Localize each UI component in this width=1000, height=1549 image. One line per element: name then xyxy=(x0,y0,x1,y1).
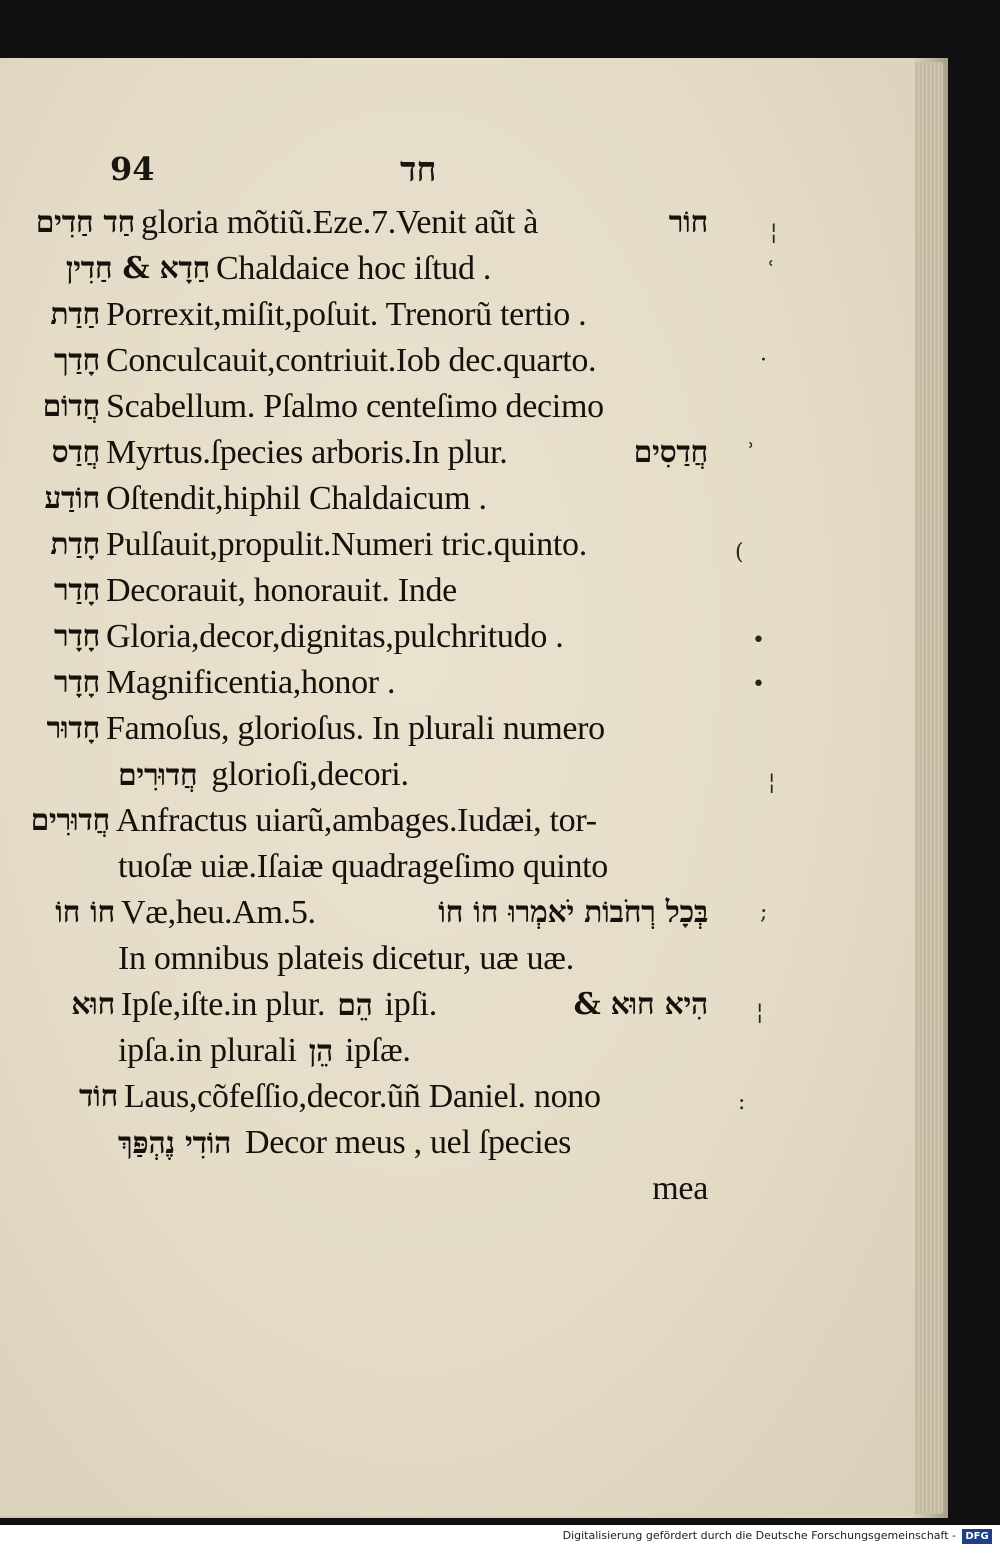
margin-mark: : xyxy=(738,1090,746,1115)
margin-mark: • xyxy=(752,628,765,653)
latin-text: Myrtus.ſpecies arboris.In plur. xyxy=(106,434,508,471)
hebrew-lemma: חוֹ חוֹ xyxy=(55,895,115,930)
latin-text: Magnificentia,honor . xyxy=(106,664,396,701)
line-body xyxy=(106,614,563,660)
line-trail: הִיא חוּא & xyxy=(573,987,708,1022)
margin-marks xyxy=(730,200,790,1200)
hebrew-word: הוֹדִי נֶהְפַּךְ xyxy=(118,1126,232,1161)
latin-text: ipſæ. xyxy=(345,1032,411,1069)
line-trail: חוֹר xyxy=(668,205,708,240)
hebrew-lemma: חֲדוּרִים xyxy=(30,803,110,838)
line-body xyxy=(106,292,586,338)
line-trail: mea xyxy=(652,1170,708,1207)
hebrew-word: חֲדוּרִים xyxy=(118,758,198,793)
line-trail: חֲדַסִים xyxy=(633,435,708,470)
text-line xyxy=(0,798,720,844)
hebrew-word: הֵן xyxy=(308,1034,333,1069)
text-line xyxy=(0,200,720,246)
margin-mark: ¦ xyxy=(756,1000,764,1025)
latin-text: Famoſus, glorioſus. In plurali numero xyxy=(106,710,605,747)
line-body xyxy=(118,936,574,982)
text-line xyxy=(0,1120,720,1166)
latin-text: Oſtendit,hiphil Chaldaicum . xyxy=(106,480,487,517)
hebrew-lemma: חָדָר xyxy=(53,619,100,654)
hebrew-lemma: חֲדַס xyxy=(51,435,100,470)
latin-text: gloria mõtiũ.Eze.7.Venit aũt à xyxy=(141,204,538,241)
latin-text: In omnibus plateis dicetur, uæ uæ. xyxy=(118,940,574,977)
hebrew-lemma: חָדַר xyxy=(53,573,100,608)
latin-text: ipſa.in plurali xyxy=(118,1032,297,1069)
text-line xyxy=(0,752,720,798)
latin-text: Væ,heu.Am.5. xyxy=(121,894,316,931)
latin-text: tuoſæ uiæ.Iſaiæ quadrageſimo quinto xyxy=(118,848,609,885)
margin-mark: ʿ xyxy=(768,258,775,283)
hebrew-lemma: חָדַך xyxy=(53,343,100,378)
line-body xyxy=(106,476,487,522)
line-body xyxy=(106,660,395,706)
dfg-logo: DFG xyxy=(962,1529,992,1544)
latin-text: Chaldaice hoc iſtud . xyxy=(216,250,492,287)
text-line xyxy=(0,1166,720,1212)
line-body xyxy=(141,200,538,246)
latin-text: Laus,cõfeſſio,decor.ũñ Daniel. nono xyxy=(124,1078,601,1115)
line-body xyxy=(116,798,597,844)
latin-text: Decorauit, honorauit. Inde xyxy=(106,572,457,609)
hebrew-word: הֵם xyxy=(337,988,373,1023)
head-word: חד xyxy=(400,150,437,190)
latin-text: Gloria,decor,dignitas,pulchritudo . xyxy=(106,618,564,655)
line-body xyxy=(121,890,316,936)
page-number: 94 xyxy=(110,150,155,188)
latin-text: glorioſi,decori. xyxy=(211,756,409,793)
text-line xyxy=(0,522,720,568)
hebrew-lemma: חוֹדַע xyxy=(44,481,100,516)
line-body xyxy=(106,706,605,752)
latin-text: Decor meus , uel ſpecies xyxy=(245,1124,572,1161)
margin-mark: • xyxy=(752,672,765,697)
line-body xyxy=(118,1120,571,1167)
margin-mark: · xyxy=(760,348,767,373)
page-edges xyxy=(915,62,943,1514)
text-line xyxy=(0,982,720,1028)
running-head xyxy=(110,150,710,200)
text-line xyxy=(0,568,720,614)
text-line xyxy=(0,660,720,706)
line-body xyxy=(106,568,457,614)
hebrew-lemma: חָדוּר xyxy=(46,711,100,746)
latin-text: Conculcauit,contriuit.Iob dec.quarto. xyxy=(106,342,597,379)
line-body xyxy=(118,752,409,799)
line-body xyxy=(121,982,437,1029)
latin-text: Porrexit,miſit,poſuit. Trenorũ tertio . xyxy=(106,296,587,333)
margin-mark: ; xyxy=(760,900,768,925)
margin-mark: ¦ xyxy=(770,220,778,245)
hebrew-lemma: חֲדוֹם xyxy=(42,389,100,424)
footer-credit: Digitalisierung gefördert durch die Deutsche Forschungsgemeinschaft - xyxy=(562,1529,956,1542)
text-line xyxy=(0,476,720,522)
latin-text: Ipſe,iſte.in plur. xyxy=(121,986,326,1023)
text-line xyxy=(0,706,720,752)
latin-text: Scabellum. Pſalmo centeſimo decimo xyxy=(106,388,604,425)
text-line xyxy=(0,292,720,338)
latin-text: Anfractus uiarũ,ambages.Iudæi, tor- xyxy=(116,802,597,839)
text-line xyxy=(0,936,720,982)
line-body xyxy=(106,430,507,476)
text-line xyxy=(0,1074,720,1120)
text-line xyxy=(0,614,720,660)
hebrew-lemma: חָדָר xyxy=(53,665,100,700)
latin-text: ipſi. xyxy=(384,986,437,1023)
hebrew-lemma: חַדַת xyxy=(50,297,100,332)
line-body xyxy=(216,246,491,292)
text-line xyxy=(0,890,720,936)
hebrew-lemma: חַד חַדִים xyxy=(35,205,135,240)
line-trail: בְּכָל רְחֹבוֹת יֹאמְרוּ חוֹ חוֹ xyxy=(438,895,708,930)
line-body xyxy=(106,384,604,430)
text-line xyxy=(0,430,720,476)
line-body xyxy=(118,1028,411,1075)
text-block xyxy=(0,200,720,1212)
footer-bar xyxy=(0,1525,1000,1549)
text-line xyxy=(0,844,720,890)
line-body xyxy=(106,522,587,568)
hebrew-lemma: חַדָא & חַדִין xyxy=(65,251,210,286)
margin-mark: ʾ xyxy=(748,440,755,465)
text-line xyxy=(0,1028,720,1074)
text-line xyxy=(0,338,720,384)
line-body xyxy=(118,844,608,890)
line-body xyxy=(106,338,596,384)
margin-mark: ( xyxy=(735,540,744,565)
hebrew-lemma: חוּא xyxy=(71,987,115,1022)
latin-text: Pulſauit,propulit.Numeri tric.quinto. xyxy=(106,526,587,563)
hebrew-lemma: חוֹד xyxy=(79,1079,118,1114)
text-line xyxy=(0,384,720,430)
hebrew-lemma: חָדַת xyxy=(50,527,100,562)
line-body xyxy=(124,1074,601,1120)
margin-mark: ¦ xyxy=(768,770,776,795)
text-line xyxy=(0,246,720,292)
